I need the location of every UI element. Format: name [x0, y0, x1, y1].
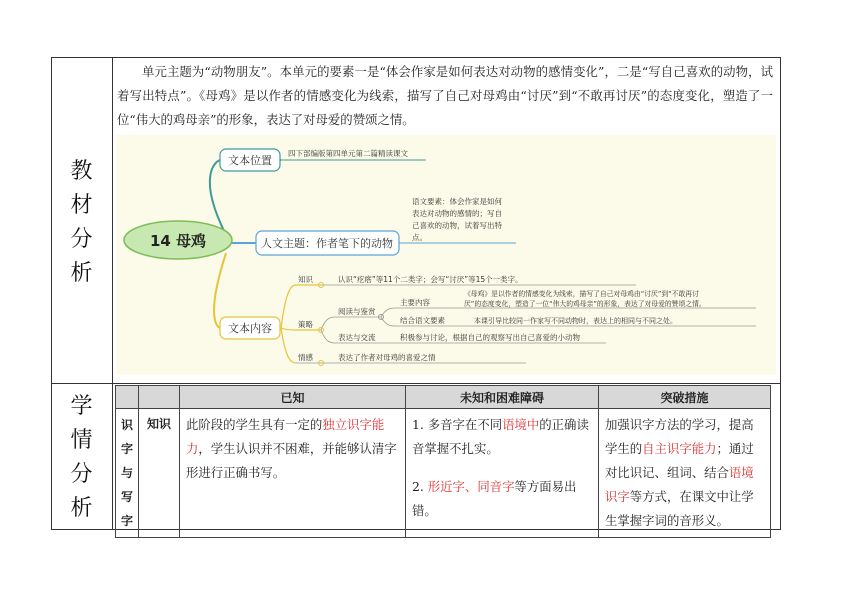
- content-node-label: 文本内容: [228, 322, 272, 335]
- knowledge-note: 认识“疙瘩”等11个二类字；会写“讨厌”等15个一类字。: [338, 275, 523, 284]
- position-node-label: 文本位置: [228, 154, 272, 167]
- sub-knowledge-branch: [281, 285, 296, 328]
- measures-highlight: 自主识字能力: [642, 441, 717, 456]
- theme-note-line: 己喜欢的动物，试着写出特: [412, 221, 502, 230]
- unknown-highlight: 语境中: [502, 417, 540, 432]
- side-char: 材: [70, 193, 93, 218]
- row-divider: [51, 383, 781, 384]
- unknown-text: 1. 多音字在不同: [412, 417, 503, 432]
- elements-note: 本课引导比较同一作家写不同动物时，表达上的相同与不同之处。: [474, 317, 677, 325]
- measures-cell: [599, 409, 771, 538]
- measures-text: 等方式，在课文中让学生掌握字词的音形义。: [605, 489, 754, 528]
- side-char: 分: [70, 227, 93, 252]
- row-label-char: 字: [120, 442, 133, 456]
- branch-position: [210, 160, 226, 235]
- sub-label-knowledge: 知识: [139, 409, 180, 538]
- unknown-text: 2.: [412, 479, 428, 494]
- knowledge-label: 知识: [298, 275, 313, 284]
- elements-label: 结合语文要素: [400, 316, 445, 325]
- sub-emotion-branch: [281, 328, 296, 363]
- side-char: 情: [70, 428, 93, 453]
- theme-node-label: 人文主题：作者笔下的动物: [261, 237, 393, 250]
- side-char: 析: [70, 261, 93, 286]
- reading-label: 阅读与鉴赏: [338, 307, 376, 316]
- row-label-literacy: [116, 409, 139, 538]
- side-char: 教: [70, 159, 93, 184]
- known-text: ，学生认识并不困难，并能够认清字形进行正确书写。: [186, 441, 397, 480]
- side-char: 学: [70, 394, 93, 419]
- row-label-char: 与: [120, 466, 133, 480]
- emotion-note: 表达了作者对母鸡的喜爱之情: [338, 353, 436, 362]
- expression-note: 积极参与讨论，根据自己的观察写出自己喜爱的小动物: [400, 333, 580, 342]
- unknown-cell: [406, 409, 599, 538]
- unknown-item-1: [412, 413, 592, 461]
- header-unknown: 未知和困难障碍: [406, 386, 599, 409]
- unknown-text: 的正确读音掌握不扎实。: [412, 417, 589, 456]
- position-note: 四下部编版第四单元第二篇精读课文: [288, 149, 408, 158]
- known-text: 此阶段的学生具有一定的: [186, 417, 323, 432]
- sub-strategy-branch: [281, 328, 296, 330]
- table-header-row: [116, 386, 771, 409]
- main-content-note: 厌”的态度变化，塑造了一位“伟大的鸡母亲”的形象，表达了对母爱的赞颂之情。: [464, 300, 706, 308]
- theme-note-line: 表达对动物的感情的；写自: [412, 209, 502, 218]
- side-char: 析: [70, 496, 93, 521]
- material-analysis-label: [51, 155, 112, 291]
- measures-text: 加强识字方法的学习，提高学生的: [605, 417, 754, 456]
- theme-note-line: 语文要素：体会作家是如何: [412, 197, 502, 206]
- strategy-label: 策略: [298, 320, 313, 329]
- center-node-label: 14 母鸡: [149, 232, 207, 250]
- emotion-label: 情感: [298, 353, 313, 362]
- known-cell: [180, 409, 406, 538]
- main-content-label: 主要内容: [400, 298, 430, 307]
- row-label-char: 识: [120, 418, 133, 432]
- header-known: 已知: [180, 386, 406, 409]
- theme-note-line: 点。: [412, 233, 427, 242]
- header-measures: 突破措施: [599, 386, 771, 409]
- main-content-note: 《母鸡》是以作者的情感变化为线索，描写了自己对母鸡由“讨厌”到“不敢再讨: [464, 290, 699, 298]
- row-label-char: 写: [120, 490, 133, 504]
- unknown-item-2: [412, 475, 592, 523]
- student-analysis-label: [51, 390, 112, 526]
- column-divider: [112, 57, 113, 530]
- mind-map: [116, 135, 776, 375]
- header-blank: [116, 386, 139, 409]
- unknown-text: 等方面易出错。: [412, 479, 577, 518]
- student-analysis-table: [115, 385, 771, 538]
- table-row: [116, 409, 771, 538]
- header-blank: [139, 386, 180, 409]
- unit-intro-paragraph: 单元主题为“动物朋友”。本单元的要素一是“体会作家是如何表达对动物的感情变化”，二是“写自己喜欢的动物，试着写出特点”。《母鸡》是以作者的情感变化为线索，描写了自己对母鸡由“讨厌”到“不敢再讨厌”的态度变化，塑造了一位“伟大的鸡母亲”的形象，表达了对母爱的赞颂之情。: [117, 64, 773, 127]
- expression-label: 表达与交流: [338, 333, 376, 342]
- side-char: 分: [70, 462, 93, 487]
- measures-highlight: 语境识字: [605, 465, 754, 504]
- mind-map-svg: [116, 135, 776, 375]
- unknown-highlight: 形近字、同音字: [427, 479, 515, 494]
- row-label-char: 字: [120, 514, 133, 528]
- measures-text: ；通过对比识记、组词、结合: [605, 441, 754, 480]
- known-highlight: 独立识字能力: [186, 417, 385, 456]
